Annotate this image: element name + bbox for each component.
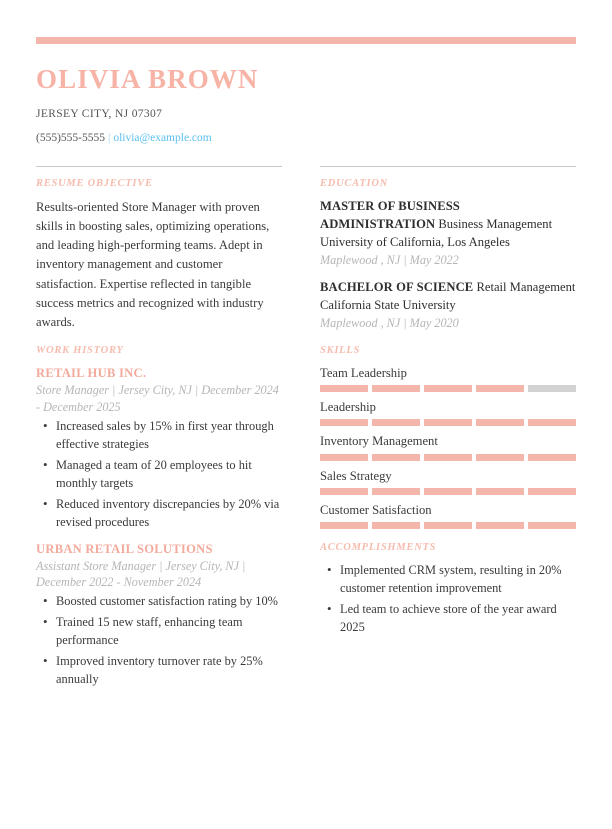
job-bullet-list	[36, 418, 282, 532]
skill-segment-filled	[476, 454, 524, 461]
education-meta: Maplewood , NJ | May 2022	[320, 252, 459, 267]
education-degree-line	[320, 279, 576, 297]
job-bullet: • Managed a team of 20 employees to hit monthly targets	[36, 457, 282, 493]
skill-segment-filled	[424, 522, 472, 529]
skill-segment-filled	[424, 385, 472, 392]
section-title-work-history: WORK HISTORY	[36, 345, 124, 357]
section-title-skills: SKILLS	[320, 344, 361, 356]
work-history-entry	[36, 541, 282, 690]
section-title-education: EDUCATION	[320, 178, 389, 190]
skill-item	[320, 399, 576, 426]
job-bullet: • Trained 15 new staff, enhancing team performance	[36, 614, 282, 650]
candidate-email-link[interactable]: olivia@example.com	[113, 132, 212, 145]
section-title-resume-objective: RESUME OBJECTIVE	[36, 178, 153, 190]
job-bullet: • Reduced inventory discrepancies by 20% via revised procedures	[36, 496, 282, 532]
skill-segment-filled	[476, 522, 524, 529]
skill-segment-filled	[320, 419, 368, 426]
accomplishments-bullet-list	[320, 562, 576, 637]
resume-body-columns	[36, 166, 576, 702]
accomplishment-bullet: • Led team to achieve store of the year award 2025	[320, 601, 576, 637]
contact-line	[36, 132, 576, 144]
skill-name: Team Leadership	[320, 365, 407, 380]
skill-segment-filled	[320, 522, 368, 529]
skill-rating-bar	[320, 419, 576, 426]
skill-item	[320, 365, 576, 392]
education-school: University of California, Los Angeles	[320, 234, 510, 249]
right-column-divider	[320, 166, 576, 167]
education-entry	[320, 279, 576, 332]
skill-segment-filled	[424, 488, 472, 495]
skill-rating-bar	[320, 522, 576, 529]
top-accent-bar	[36, 37, 576, 44]
skill-segment-filled	[476, 385, 524, 392]
job-bullet-list	[36, 593, 282, 689]
skill-segment-filled	[372, 419, 420, 426]
skill-segment-filled	[320, 488, 368, 495]
work-history-entry	[36, 365, 282, 532]
job-company-name: RETAIL HUB INC.	[36, 366, 147, 381]
skill-segment-empty	[528, 385, 576, 392]
skill-rating-bar	[320, 488, 576, 495]
section-accomplishments	[320, 542, 576, 637]
section-skills	[320, 345, 576, 530]
skill-segment-filled	[320, 385, 368, 392]
resume-header	[36, 44, 576, 148]
skill-rating-bar	[320, 454, 576, 461]
job-company-name: URBAN RETAIL SOLUTIONS	[36, 541, 213, 556]
job-bullet: • Improved inventory turnover rate by 25% annually	[36, 653, 282, 689]
education-degree-line	[320, 198, 576, 234]
education-school: California State University	[320, 297, 456, 312]
contact-separator: |	[108, 132, 111, 145]
education-field: Business Management	[438, 216, 553, 231]
skill-name: Sales Strategy	[320, 468, 392, 483]
job-meta: Assistant Store Manager | Jersey City, NJ | December 2022 - November 2024	[36, 558, 246, 590]
skill-name: Inventory Management	[320, 434, 438, 449]
job-meta: Store Manager | Jersey City, NJ | December 2024 - December 2025	[36, 383, 279, 414]
skill-segment-filled	[528, 488, 576, 495]
section-resume-objective	[36, 178, 282, 332]
skill-segment-filled	[320, 454, 368, 461]
skill-item	[320, 502, 576, 529]
skill-name: Customer Satisfaction	[320, 503, 432, 518]
skill-segment-filled	[372, 522, 420, 529]
skill-item	[320, 468, 576, 495]
education-entry	[320, 198, 576, 269]
candidate-address: JERSEY CITY, NJ 07307	[36, 108, 163, 121]
section-title-accomplishments: ACCOMPLISHMENTS	[320, 542, 437, 554]
right-column	[298, 166, 576, 650]
accomplishment-bullet: • Implemented CRM system, resulting in 20% customer retention improvement	[320, 562, 576, 598]
skill-segment-filled	[372, 385, 420, 392]
education-meta: Maplewood , NJ | May 2020	[320, 315, 459, 330]
skills-list	[320, 365, 576, 530]
skill-segment-filled	[528, 522, 576, 529]
skill-segment-filled	[372, 454, 420, 461]
skill-segment-filled	[476, 488, 524, 495]
education-field: Retail Management	[476, 279, 576, 294]
skill-segment-filled	[476, 419, 524, 426]
skill-rating-bar	[320, 385, 576, 392]
skill-segment-filled	[372, 488, 420, 495]
resume-page	[0, 37, 612, 829]
skill-segment-filled	[424, 419, 472, 426]
skill-segment-filled	[424, 454, 472, 461]
job-bullet: • Boosted customer satisfaction rating by 10%	[36, 593, 282, 611]
education-degree: BACHELOR OF SCIENCE	[320, 279, 474, 294]
section-work-history	[36, 345, 282, 689]
candidate-phone: (555)555-5555	[36, 132, 105, 145]
skill-item	[320, 433, 576, 460]
education-degree: MASTER OF BUSINESS ADMINISTRATION	[320, 199, 460, 231]
candidate-name: OLIVIA BROWN	[36, 64, 259, 94]
skill-segment-filled	[528, 419, 576, 426]
section-education	[320, 178, 576, 332]
resume-objective-text: Results-oriented Store Manager with proven skills in boosting sales, optimizing operations, and leading high-performing teams. Adept in inventory management and customer satisfaction. Expertise reflected in tangible success metrics and recognized with industry awards.	[36, 200, 270, 329]
left-column	[36, 166, 298, 702]
skill-name: Leadership	[320, 399, 376, 414]
left-column-divider	[36, 166, 282, 167]
skill-segment-filled	[528, 454, 576, 461]
job-bullet: • Increased sales by 15% in first year through effective strategies	[36, 418, 282, 454]
